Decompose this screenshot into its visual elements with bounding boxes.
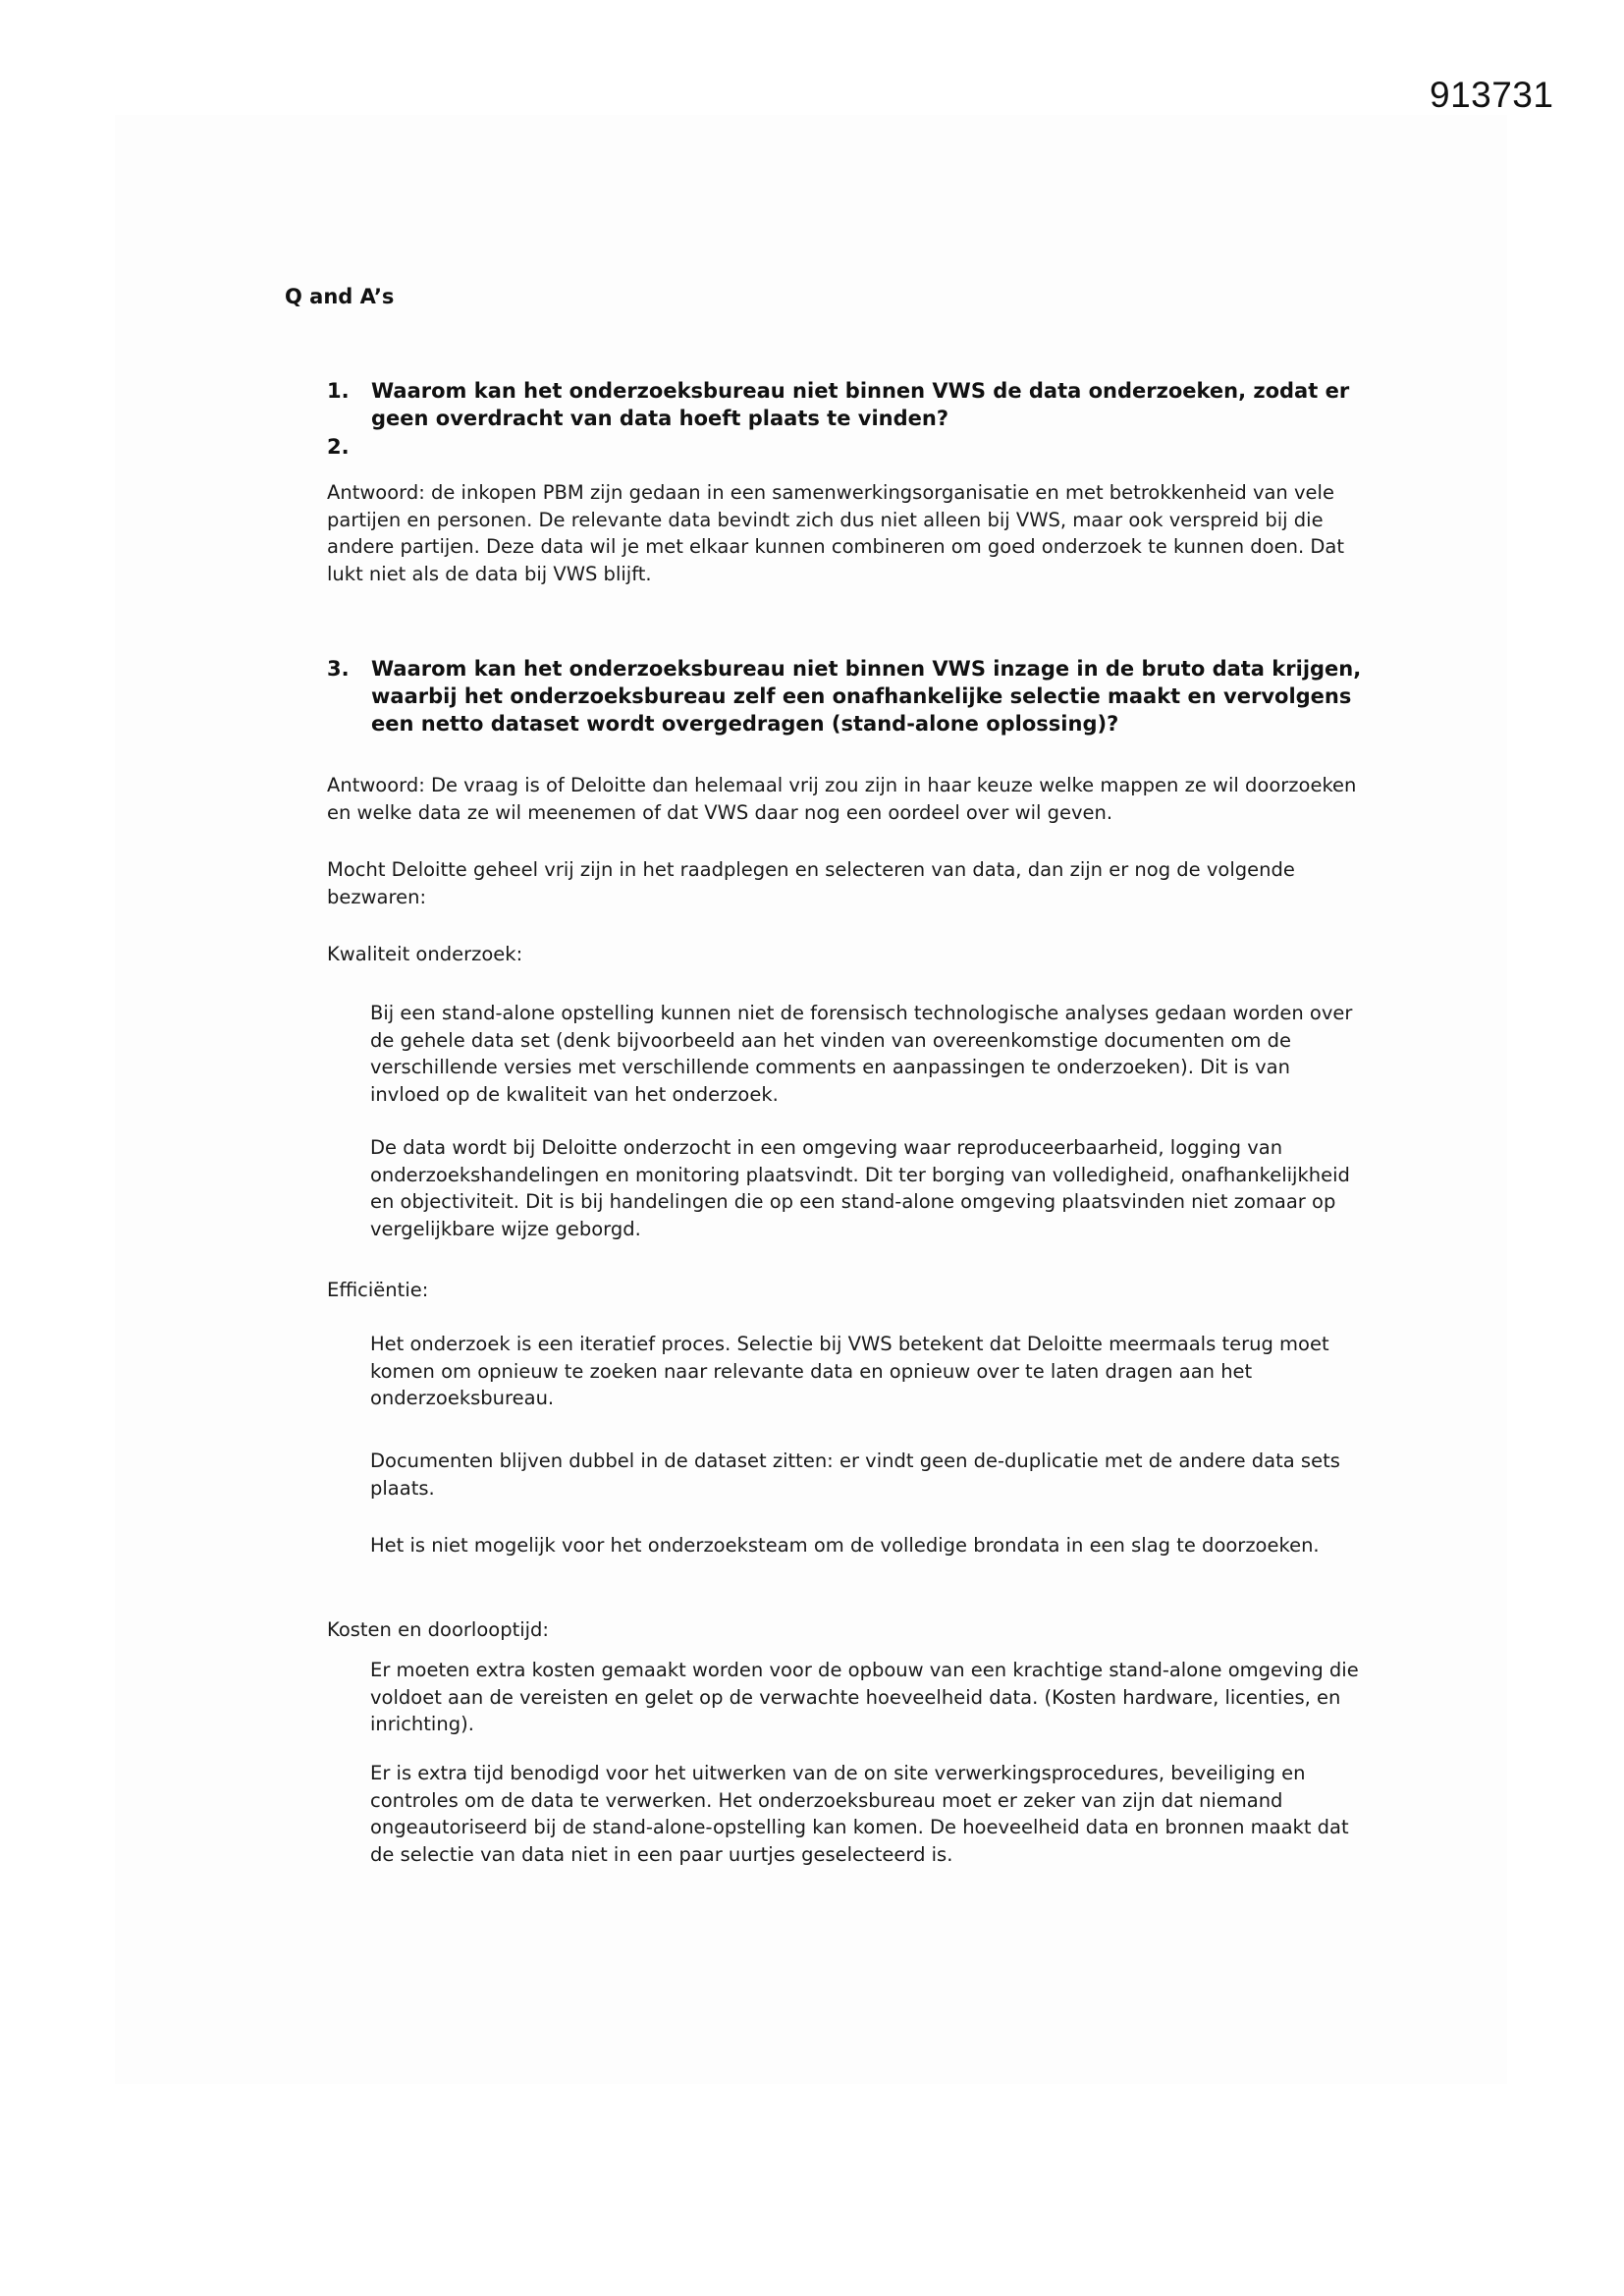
section-heading-costs: Kosten en doorlooptijd: [327,1618,550,1641]
question-1 [327,377,1368,432]
question-text: Waarom kan het onderzoeksbureau niet binnen VWS inzage in de bruto data krijgen, waarbij het onderzoeksbureau zelf een onafhankelijke selectie maakt en vervolgens een netto dataset wordt overgedragen (stand-alone oplossing)? [371,657,1362,736]
question-number: 3. [327,657,350,681]
answer-1: Antwoord: de inkopen PBM zijn gedaan in een samenwerkingsorganisatie en met betrokkenheid van vele partijen en personen. De relevante data bevindt zich dus niet alleen bij VWS, maar ook verspreid bij die andere partijen. Deze data wil je met elkaar kunnen combineren om goed onderzoek te kunnen doen. Dat lukt niet als de data bij VWS blijft. [327,481,1344,585]
answer-3-intro: Antwoord: De vraag is of Deloitte dan helemaal vrij zou zijn in haar keuze welke mappen ze wil doorzoeken en welke data ze wil meenemen of dat VWS daar nog een oordeel over wil geven. [327,774,1357,824]
costs-paragraph-2: Er is extra tijd benodigd voor het uitwerken van de on site verwerkingsprocedures, beveiliging en controles om de data te verwerken. Het onderzoeksbureau moet er zeker van zijn dat niemand ongeautoriseerd bij de stand-alone-opstelling kan komen. De hoeveelheid data en bronnen maakt dat de selectie van data niet in een paar uurtjes geselecteerd is. [370,1762,1349,1866]
quality-paragraph-2: De data wordt bij Deloitte onderzocht in een omgeving waar reproduceerbaarheid, logging van onderzoekshandelingen en monitoring plaatsvindt. Dit ter borging van volledigheid, onafhankelijkheid en objectiviteit. Dit is bij handelingen die op een stand-alone omgeving plaatsvinden niet zomaar op vergelijkbare wijze geborgd. [370,1136,1350,1240]
efficiency-paragraph-1: Het onderzoek is een iteratief proces. Selectie bij VWS betekent dat Deloitte meermaals terug moet komen om opnieuw te zoeken naar relevante data en opnieuw over te laten dragen aan het onderzoeksbureau. [370,1333,1329,1409]
section-heading-quality: Kwaliteit onderzoek: [327,943,523,965]
question-text: Waarom kan het onderzoeksbureau niet binnen VWS de data onderzoeken, zodat er geen overdracht van data hoeft plaats te vinden? [371,379,1350,430]
question-number: 2. [327,435,350,459]
question-number: 1. [327,379,350,403]
section-heading-efficiency: Efficiëntie: [327,1279,429,1301]
quality-paragraph-1: Bij een stand-alone opstelling kunnen niet de forensisch technologische analyses gedaan worden over de gehele data set (denk bijvoorbeeld aan het vinden van overeenkomstige documenten om de verschillende versies met verschillende comments en aanpassingen te onderzoeken). Dit is van invloed op de kwaliteit van het onderzoek. [370,1002,1353,1106]
question-3 [327,655,1368,738]
efficiency-paragraph-2: Documenten blijven dubbel in de dataset zitten: er vindt geen de-duplicatie met de andere data sets plaats. [370,1449,1340,1500]
costs-paragraph-1: Er moeten extra kosten gemaakt worden voor de opbouw van een krachtige stand-alone omgeving die voldoet aan de vereisten en gelet op de verwachte hoeveelheid data. (Kosten hardware, licenties, en inrichting). [370,1659,1359,1735]
objections-intro: Mocht Deloitte geheel vrij zijn in het raadplegen en selecteren van data, dan zijn er nog de volgende bezwaren: [327,858,1295,908]
document-title: Q and A’s [285,285,395,308]
document-number: 913731 [1430,75,1554,115]
efficiency-paragraph-3: Het is niet mogelijk voor het onderzoeksteam om de volledige brondata in een slag te doorzoeken. [370,1534,1320,1557]
